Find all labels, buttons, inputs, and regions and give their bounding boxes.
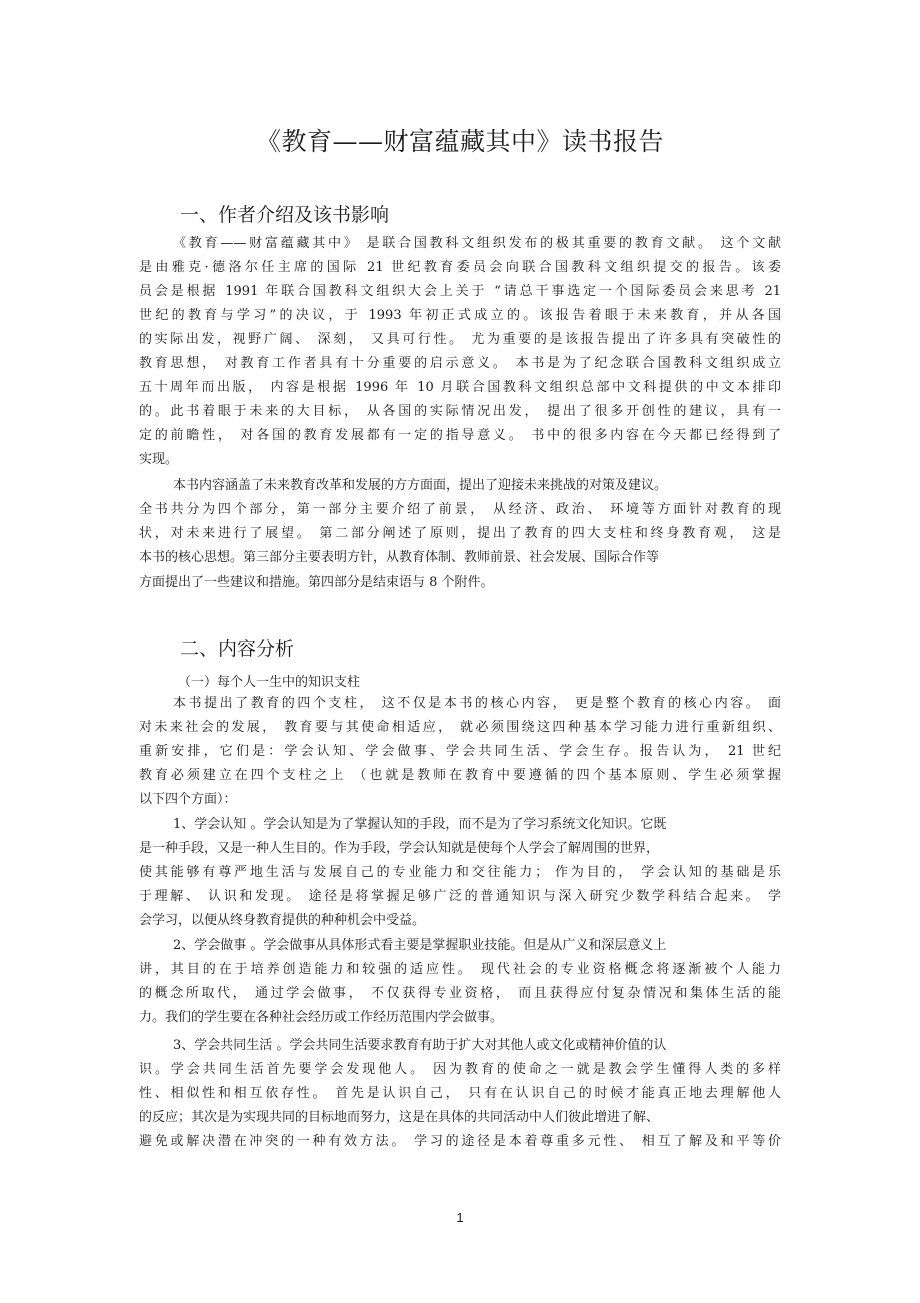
paragraph-line: 教育必须建立在四个支柱之上 （也就是教师在教育中要遵循的四个基本原则、学生必须掌握 [139, 768, 781, 783]
paragraph-line: 识。学会共同生活首先要学会发现他人。 因为教育的使命之一就是教会学生懂得人类的多样 [139, 1062, 781, 1077]
page-number: 1 [456, 1210, 464, 1225]
paragraph-line: 实现。 [139, 452, 179, 467]
paragraph-line: 1、学会认知 。学会认知是为了掌握认知的手段，而不是为了学习系统文化知识。它既 [173, 817, 667, 832]
paragraph-line: 重新安排，它们是：学会认知、学会做事、学会共同生活、学会生存。报告认为， 21 世纪 [139, 744, 781, 759]
paragraph-line: 员会是根据 1991 年联合国教科文组织大会上关于 “请总干事选定一个国际委员会来思考 21 [139, 284, 781, 299]
paragraph-line: 会学习，以便从终身教育提供的种种机会中受益。 [139, 913, 426, 928]
paragraph-line: 的。此书着眼于未来的大目标， 从各国的实际情况出发， 提出了很多开创性的建议，具有一 [139, 404, 781, 419]
paragraph-line: 定的前瞻性， 对各国的教育发展都有一定的指导意义。 书中的很多内容在今天都已经得到了 [139, 428, 781, 443]
paragraph-line: 本书的核心思想。第三部分主要表明方针，从教育体制、教师前景、社会发展、国际合作等 [139, 550, 660, 565]
paragraph-line: 2、学会做事 。学会做事从具体形式看主要是掌握职业技能。但是从广义和深层意义上 [173, 938, 667, 953]
paragraph-line: 的概念所取代， 通过学会做事， 不仅获得专业资格， 而且获得应付复杂情况和集体生活的能 [139, 986, 781, 1001]
paragraph-line: 讲，其目的在于培养创造能力和较强的适应性。 现代社会的专业资格概念将逐渐被个人能力 [139, 962, 781, 977]
paragraph-line: 全书共分为四个部分，第一部分主要介绍了前景， 从经济、政治、 环境等方面针对教育的现 [139, 502, 781, 517]
paragraph-line: 的实际出发，视野广阔、 深刻， 又具可行性。 尤为重要的是该报告提出了许多具有突破性的 [139, 332, 781, 347]
paragraph-line: 力。我们的学生要在各种社会经历或工作经历范围内学会做事。 [139, 1010, 504, 1025]
paragraph-line: 本书内容涵盖了未来教育改革和发展的方方面面，提出了迎接未来挑战的对策及建议。 [173, 478, 668, 493]
paragraph-line: 性、相似性和相互依存性。 首先是认识自己， 只有在认识自己的时候才能真正地去理解他人 [139, 1086, 781, 1101]
paragraph-line: 避免或解决潜在冲突的一种有效方法。 学习的途径是本着尊重多元性、 相互了解及和平等价 [139, 1134, 781, 1149]
document-title: 《教育——财富蕴藏其中》读书报告 [255, 127, 664, 156]
paragraph-line: 世纪的教育与学习”的决议，于 1993 年初正式成立的。该报告着眼于未来教育，并从各国 [139, 308, 781, 323]
paragraph-line: 的反应；其次是为实现共同的目标地而努力，这是在具体的共同活动中人们彼此增进了解、 [139, 1110, 660, 1125]
subsection-heading: （一）每个人一生中的知识支柱 [178, 675, 361, 690]
paragraph-line: 对未来社会的发展， 教育要与其使命相适应， 就必须围绕这四种基本学习能力进行重新组织、 [139, 720, 781, 735]
paragraph-line: 状，对未来进行了展望。 第二部分阐述了原则，提出了教育的四大支柱和终身教育观， 这是 [139, 526, 781, 541]
paragraph-line: 3、学会共同生活 。学会共同生活要求教育有助于扩大对其他人或文化或精神价值的认 [173, 1038, 667, 1053]
paragraph-line: 教育思想， 对教育工作者具有十分重要的启示意义。 本书是为了纪念联合国教科文组织成立 [139, 356, 781, 371]
paragraph-line: 是一种手段，又是一种人生目的。作为手段，学会认知就是使每个人学会了解周围的世界， [139, 841, 660, 856]
paragraph-line: 于理解、 认识和发现。 途径是将掌握足够广泛的普通知识与深入研究少数学科结合起来。 学 [139, 889, 781, 904]
paragraph-line: 本书提出了教育的四个支柱， 这不仅是本书的核心内容， 更是整个教育的核心内容。 面 [173, 696, 781, 711]
section-heading-1: 一、作者介绍及该书影响 [180, 204, 390, 226]
paragraph-line: 以下四个方面）： [139, 792, 237, 807]
paragraph-line: 是由雅克·德洛尔任主席的国际 21 世纪教育委员会向联合国教科文组织提交的报告。该委 [139, 260, 781, 275]
paragraph-line: 使其能够有尊严地生活与发展自己的专业能力和交往能力； 作为目的， 学会认知的基础是乐 [139, 865, 781, 880]
section-heading-2: 二、内容分析 [180, 638, 295, 660]
paragraph-line: 五十周年而出版， 内容是根据 1996 年 10 月联合国教科文组织总部中文科提供的中文本排印 [139, 380, 781, 395]
paragraph-line: 方面提出了一些建议和措施。第四部分是结束语与 8 个附件。 [139, 575, 494, 590]
paragraph-line: 《教育——财富蕴藏其中》 是联合国教科文组织发布的极其重要的教育文献。 这个文献 [173, 236, 781, 251]
